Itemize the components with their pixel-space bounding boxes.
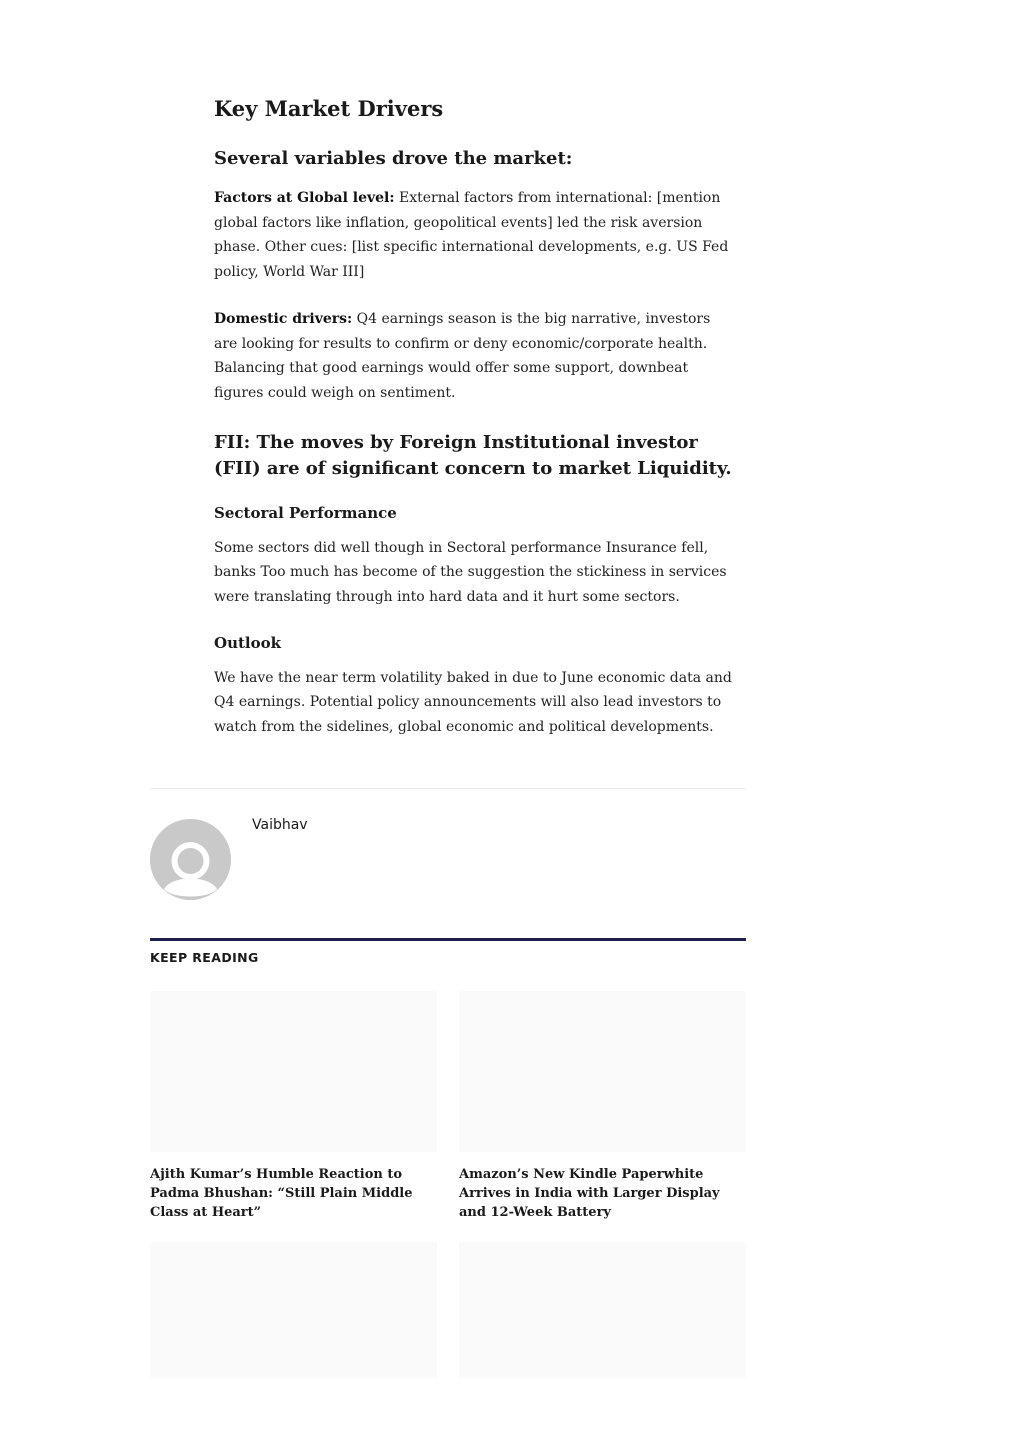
global-factors-text: External factors from international: [mention global factors like inflation, geopolitical events] led the risk aversion phase. Other cues: [list specific international developments, e.g. US Fed policy, World War III] — [214, 190, 729, 281]
sectoral-paragraph: Some sectors did well though in Sectoral performance Insurance fell, banks Too much has become of the suggestion the stickiness in services were translating through into hard data and it hurt some sectors. — [214, 539, 727, 606]
card-1-title-link[interactable]: Ajith Kumar’s Humble Reaction to Padma Bhushan: “Still Plain Middle Class at Heart” — [150, 1167, 413, 1220]
domestic-drivers-text: Q4 earnings season is the big narrative, investors are looking for results to confirm or deny economic/corporate health. Balancing that good earnings would offer some support, downbeat figures could weigh on sentiment. — [214, 310, 711, 401]
default-avatar-icon[interactable] — [150, 819, 231, 900]
outlook-paragraph: We have the near term volatility baked in due to June economic data and Q4 earnings. Potential policy announcements will also lead investors to watch from the sidelines, global economic and political developments. — [214, 669, 732, 736]
article-divider — [150, 788, 746, 789]
card-4-thumbnail[interactable] — [459, 1242, 746, 1378]
domestic-drivers-label: Domestic drivers: — [214, 310, 353, 327]
domestic-drivers-paragraph — [214, 307, 734, 406]
keep-reading-label: KEEP READING — [150, 950, 259, 965]
outlook-heading: Outlook — [214, 633, 282, 652]
keep-reading-accent-bar — [150, 938, 746, 941]
article-body — [214, 92, 734, 740]
card-3-thumbnail[interactable] — [150, 1242, 437, 1378]
avatar-silhouette-icon — [150, 819, 231, 900]
author-name-link[interactable]: Vaibhav — [252, 817, 308, 833]
section-heading: Key Market Drivers — [214, 96, 444, 121]
sectoral-heading: Sectoral Performance — [214, 503, 397, 522]
fii-heading: FII: The moves by Foreign Institutional investor (FII) are of significant concern to market Liquidity. — [214, 431, 732, 479]
drivers-heading: Several variables drove the market: — [214, 148, 573, 169]
card-1-thumbnail[interactable] — [150, 991, 437, 1152]
global-factors-paragraph — [214, 186, 734, 285]
card-2-title-link[interactable]: Amazon’s New Kindle Paperwhite Arrives in India with Larger Display and 12-Week Battery — [459, 1167, 720, 1220]
card-2-thumbnail[interactable] — [459, 991, 746, 1152]
global-factors-label: Factors at Global level: — [214, 190, 395, 206]
